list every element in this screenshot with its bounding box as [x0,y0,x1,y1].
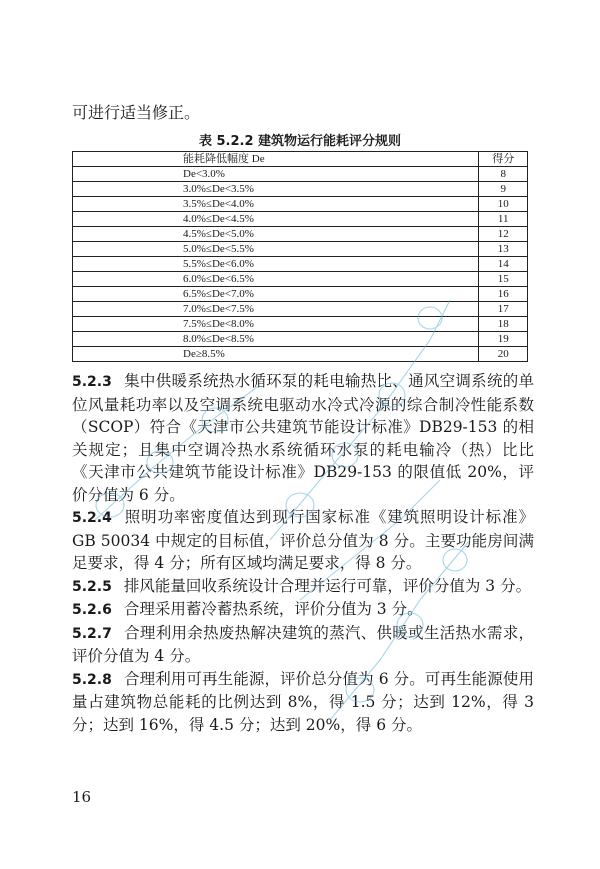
range-cell: 6.0%≤De<6.5% [73,272,479,287]
intro-text: 可进行适当修正。 [72,103,201,122]
score-cell: 19 [479,332,528,347]
clause-5-2-7 [72,622,534,668]
score-cell: 14 [479,257,528,272]
clause-5-2-5 [72,575,534,599]
clause-number: 5.2.4 [72,510,112,526]
clause-5-2-3 [72,370,534,506]
table-row [73,257,528,272]
score-cell: 13 [479,242,528,257]
table-row [73,317,528,332]
clause-5-2-4 [72,506,534,575]
range-cell: 3.0%≤De<3.5% [73,182,479,197]
clause-number: 5.2.6 [72,602,112,618]
table-row [73,287,528,302]
score-cell: 18 [479,317,528,332]
score-cell: 12 [479,227,528,242]
range-cell: 4.5%≤De<5.0% [73,227,479,242]
score-cell: 9 [479,182,528,197]
table-row [73,272,528,287]
table-row [73,242,528,257]
range-cell: De≥8.5% [73,347,479,362]
table-row [73,227,528,242]
clause-5-2-6 [72,598,534,622]
range-cell: 5.5%≤De<6.0% [73,257,479,272]
clause-number: 5.2.3 [72,374,112,390]
range-cell: 8.0%≤De<8.5% [73,332,479,347]
range-cell: 7.0%≤De<7.5% [73,302,479,317]
range-cell: 7.5%≤De<8.0% [73,317,479,332]
range-cell: 4.0%≤De<4.5% [73,212,479,227]
score-cell: 15 [479,272,528,287]
clauses-section [72,370,534,736]
clause-number: 5.2.8 [72,671,112,688]
score-cell: 11 [479,212,528,227]
table-row [73,197,528,212]
table-caption: 表 5.2.2 建筑物运行能耗评分规则 [198,134,402,149]
score-cell: 20 [479,347,528,362]
range-cell: 5.0%≤De<5.5% [73,242,479,257]
table-row [73,302,528,317]
table-row [73,332,528,347]
table-row [73,167,528,182]
table-row [73,212,528,227]
clause-number: 5.2.7 [72,625,112,642]
range-cell: 3.5%≤De<4.0% [73,197,479,212]
page-number: 16 [72,788,92,806]
score-cell: 16 [479,287,528,302]
clause-text: 排风能量回收系统设计合理并运行可靠，评价分值为 3 分。 [123,576,532,595]
score-table [72,151,528,362]
clause-text: 合理利用余热废热解决建筑的蒸汽、供暖或生活热水需求，评价分值为 4 分。 [72,623,534,665]
header-score: 得分 [479,152,528,167]
clause-text: 合理采用蓄冷蓄热系统，评价分值为 3 分。 [123,600,423,618]
clause-text: 合理利用可再生能源，评价总分值为 6 分。可再生能源使用量占建筑物总能耗的比例达到 8%，得 1.5 分；达到 12%，得 3 分；达到 16%，得 4.5 分；达到 20%，得 6 分。 [72,669,534,734]
range-cell: De<3.0% [73,167,479,182]
score-cell: 17 [479,302,528,317]
range-cell: 6.5%≤De<7.0% [73,287,479,302]
score-cell: 8 [479,167,528,182]
table-row [73,182,528,197]
table-header-row [73,152,528,167]
header-range: 能耗降低幅度 De [73,152,479,167]
table-row [73,347,528,362]
score-cell: 10 [479,197,528,212]
clause-number: 5.2.5 [72,578,112,595]
clause-text: 集中供暖系统热水循环泵的耗电输热比、通风空调系统的单位风量耗功率以及空调系统电驱动水冷式冷源的综合制冷性能系数（SCOP）符合《天津市公共建筑节能设计标准》DB29-153 的相关规定；且集中空调冷热水系统循环水泵的耗电输冷（热）比比《天津市公共建筑节能设计标准》DB29-153 的限值低 20%，评价分值为 6 分。 [72,372,534,504]
clause-5-2-8 [72,668,534,737]
clause-text: 照明功率密度值达到现行国家标准《建筑照明设计标准》GB 50034 中规定的目标值，评价总分值为 8 分。主要功能房间满足要求，得 4 分；所有区域均满足要求，得 8 分。 [72,508,534,572]
